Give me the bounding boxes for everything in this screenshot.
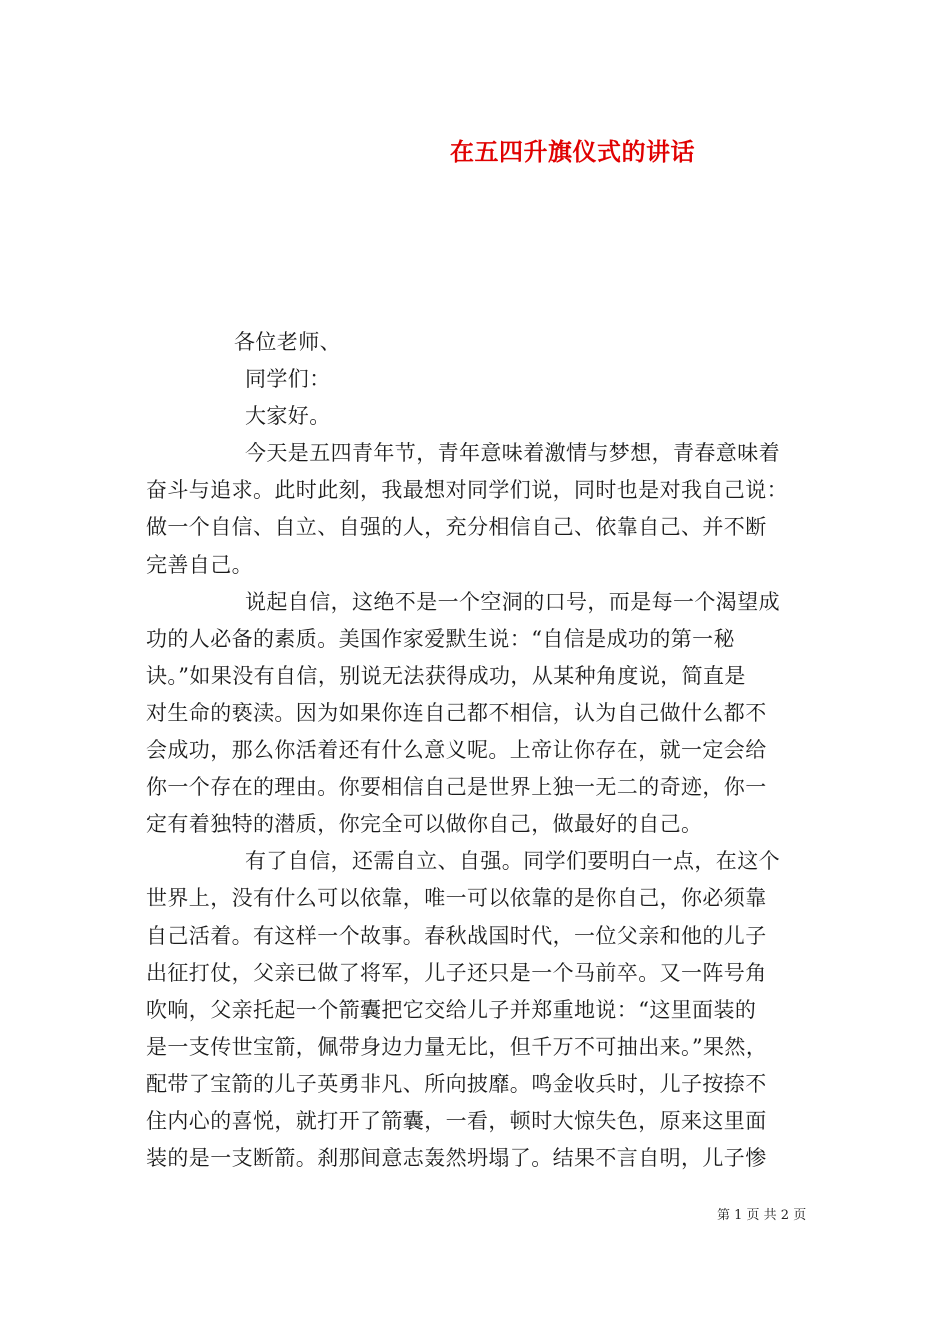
salutation-line: 同学们： bbox=[245, 367, 331, 392]
paragraph-line: 你一个存在的理由。你要相信自己是世界上独一无二的奇迹，你一 bbox=[146, 775, 767, 800]
document-body bbox=[146, 324, 810, 1177]
paragraph-line: 是一支传世宝箭，佩带身边力量无比，但千万不可抽出来。”果然， bbox=[146, 1034, 768, 1059]
paragraph-line: 吹响，父亲托起一个箭囊把它交给儿子并郑重地说：“这里面装的 bbox=[146, 997, 757, 1022]
paragraph-line: 住内心的喜悦，就打开了箭囊，一看，顿时大惊失色，原来这里面 bbox=[146, 1108, 767, 1133]
paragraph-2 bbox=[146, 584, 810, 844]
paragraph-line: 做一个自信、自立、自强的人，充分相信自己、依靠自己、并不断 bbox=[146, 515, 767, 540]
paragraph-line: 自己活着。有这样一个故事。春秋战国时代，一位父亲和他的儿子 bbox=[146, 923, 767, 948]
paragraph-line: 完善自己。 bbox=[146, 552, 253, 577]
paragraph-line: 诀。”如果没有自信，别说无法获得成功，从某种角度说，简直是 bbox=[146, 663, 746, 688]
page-number-footer: 第 1 页 共 2 页 bbox=[717, 1208, 807, 1223]
paragraph-line: 装的是一支断箭。刹那间意志轰然坍塌了。结果不言自明，儿子惨 bbox=[146, 1146, 767, 1171]
paragraph-line: 说起自信，这绝不是一个空洞的口号，而是每一个渴望成 bbox=[245, 589, 780, 614]
paragraph-line: 今天是五四青年节，青年意味着激情与梦想，青春意味着 bbox=[245, 441, 780, 466]
salutation-line: 各位老师、 bbox=[234, 330, 341, 354]
paragraph-line: 出征打仗，父亲已做了将军，儿子还只是一个马前卒。又一阵号角 bbox=[146, 960, 767, 985]
paragraph-line: 功的人必备的素质。美国作家爱默生说：“自信是成功的第一秘 bbox=[146, 626, 735, 651]
paragraph-line: 会成功，那么你活着还有什么意义呢。上帝让你存在，就一定会给 bbox=[146, 738, 767, 763]
paragraph-line: 世界上，没有什么可以依靠，唯一可以依靠的是你自己，你必须靠 bbox=[146, 886, 767, 911]
paragraph-line: 配带了宝箭的儿子英勇非凡、所向披靡。鸣金收兵时，儿子按捺不 bbox=[146, 1071, 767, 1096]
paragraph-1 bbox=[146, 435, 810, 583]
salutation-line: 大家好。 bbox=[245, 404, 331, 429]
paragraph-line: 对生命的亵渎。因为如果你连自己都不相信，认为自己做什么都不 bbox=[146, 700, 767, 725]
paragraph-3 bbox=[146, 843, 810, 1177]
paragraph-line: 定有着独特的潜质，你完全可以做你自己，做最好的自己。 bbox=[146, 812, 703, 837]
document-title: 在五四升旗仪式的讲话 bbox=[450, 137, 695, 166]
paragraph-line: 奋斗与追求。此时此刻，我最想对同学们说，同时也是对我自己说： bbox=[146, 478, 788, 503]
paragraph-line: 有了自信，还需自立、自强。同学们要明白一点，在这个 bbox=[245, 849, 780, 874]
